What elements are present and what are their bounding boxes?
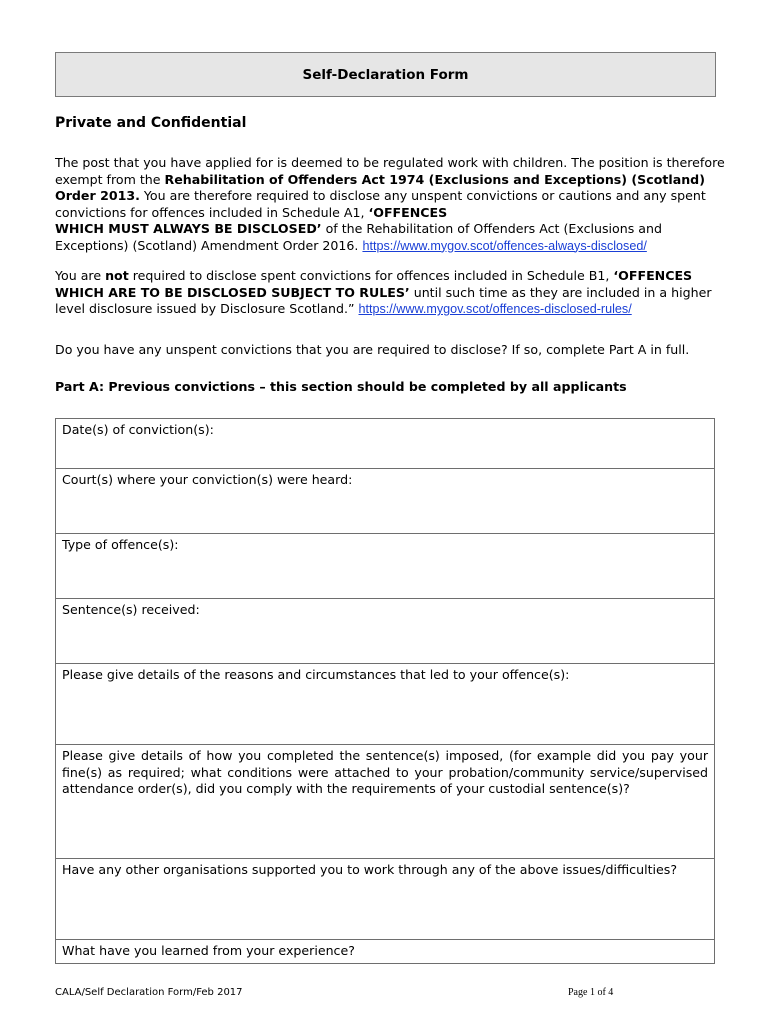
field-lessons-learned[interactable]: What have you learned from your experience?	[56, 940, 715, 964]
footer-page-number: Page 1 of 4	[568, 987, 614, 998]
p2-text-1: You are	[55, 268, 106, 283]
form-title-box	[55, 52, 716, 97]
p1-text-3: of the Rehabilitation of Offenders Act (Exclusions and Exceptions) (Scotland) Amendment Order 2016.	[55, 221, 662, 253]
form-title: Self-Declaration Form	[302, 66, 469, 83]
table-row	[56, 599, 715, 664]
field-sentence-received[interactable]: Sentence(s) received:	[56, 599, 715, 664]
p1-bold-schedule-b: WHICH MUST ALWAYS BE DISCLOSED’	[55, 221, 322, 236]
field-sentence-completion[interactable]: Please give details of how you completed the sentence(s) imposed, (for example did you pay your fine(s) as required; what conditions were attached to your probation/community service/supervised attendance order(s), did you comply with the requirements of your custodial sentence(s)?	[56, 745, 715, 859]
p1-text-2: You are therefore required to disclose any unspent convictions or cautions and any spent convictions for offences included in Schedule A1,	[55, 188, 706, 220]
footer-reference: CALA/Self Declaration Form/Feb 2017	[55, 987, 243, 998]
table-row	[56, 534, 715, 599]
table-row	[56, 745, 715, 859]
part-a-label: Part A	[55, 379, 99, 394]
field-dates-of-conviction[interactable]: Date(s) of conviction(s):	[56, 419, 715, 469]
section-heading: Private and Confidential	[55, 115, 247, 131]
table-row	[56, 664, 715, 745]
p2-text-2: required to disclose spent convictions for offences included in Schedule B1,	[128, 268, 614, 283]
convictions-table	[55, 418, 715, 964]
p2-text-3: until such time as they are included in a higher level disclosure issued by Disclosure Scotland.”	[55, 284, 712, 316]
p1-bold-schedule-a: ‘OFFENCES	[368, 204, 448, 220]
link-offences-disclosed-rules[interactable]: https://www.mygov.scot/offences-disclosed-rules/	[358, 302, 632, 316]
paragraph-question: Do you have any unspent convictions that you are required to disclose? If so, complete Part A in full.	[55, 342, 690, 357]
table-row	[56, 469, 715, 534]
paragraph-spent-convictions	[55, 268, 725, 318]
part-a-heading	[55, 379, 725, 396]
field-type-of-offence[interactable]: Type of offence(s):	[56, 534, 715, 599]
p2-bold-schedule: ‘OFFENCES WHICH ARE TO BE DISCLOSED SUBJECT TO RULES’	[55, 268, 693, 300]
link-offences-always-disclosed[interactable]: https://www.mygov.scot/offences-always-disclosed/	[362, 238, 647, 253]
table-row	[56, 419, 715, 469]
p1-text-1: The post that you have applied for is deemed to be regulated work with children. The position is therefore exempt from the	[55, 155, 725, 187]
field-courts[interactable]: Court(s) where your conviction(s) were heard:	[56, 469, 715, 534]
field-other-organisations[interactable]: Have any other organisations supported you to work through any of the above issues/difficulties?	[56, 859, 715, 940]
p2-bold-not: not	[105, 268, 129, 283]
table-row	[56, 859, 715, 940]
p1-bold-act: Rehabilitation of Offenders Act 1974 (Exclusions and Exceptions) (Scotland) Order 2013.	[55, 171, 705, 203]
table-row	[56, 940, 715, 964]
field-reasons-circumstances[interactable]: Please give details of the reasons and circumstances that led to your offence(s):	[56, 664, 715, 745]
paragraph-exemption	[55, 155, 725, 254]
part-a-text: : Previous convictions – this section should be completed by all applicants	[99, 379, 627, 394]
